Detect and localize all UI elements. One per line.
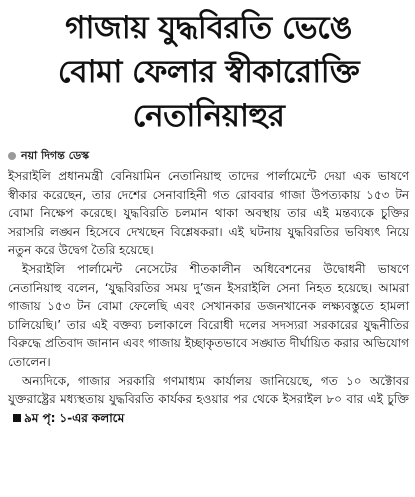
paragraph-2: ইসরাইলি পার্লামেন্ট নেসেটের শীতকালীন অধিবেশনের উদ্বোধনী ভাষণে নেতানিয়াহু বলেন, ‘যুদ্ধবিরতির সময় দু’জন ইসরাইলি সেনা নিহত হয়েছে। আমরা গাজায় ১৫৩ টন বোমা ফেলেছি এবং সেখানকার ডজনখানেক লক্ষ্যবস্তুতে হামলা চালিয়েছি।’ তার এই বক্তব্য চলাকালে বিরোধী দলের সদস্যরা সরকারের যুদ্ধনীতির বিরুদ্ধে প্রতিবাদ জানান এবং গাজায় ইচ্ছাকৃতভাবে সঙ্ঘাত দীর্ঘায়িত করার অভিযোগ তোলেন। — [8, 261, 409, 369]
headline-line-3: নেতানিয়াহুর — [132, 98, 285, 134]
headline-line-2: বোমা ফেলার স্বীকারোক্তি — [57, 54, 360, 90]
article-body — [8, 167, 409, 427]
paragraph-3 — [8, 372, 409, 428]
headline — [8, 6, 409, 138]
paragraph-1: ইসরাইলি প্রধানমন্ত্রী বেনিয়ামিন নেতানিয়াহু তাদের পার্লামেন্টে দেয়া এক ভাষণে স্বীকার করেছেন, তার দেশের সেনাবাহিনী গত রোববার গাজা উপত্যকায় ১৫৩ টন বোমা নিক্ষেপ করেছে। যুদ্ধবিরতি চলমান থাকা অবস্থায় তার এই মন্তব্যকে চুক্তির সরাসরি লঙ্ঘন হিসেবে দেখছেন বিশ্লেষকরা। এই ঘটনায় যুদ্ধবিরতির ভবিষ্যৎ নিয়ে নতুন করে উদ্বেগ তৈরি হয়েছে। — [8, 169, 409, 258]
bullet-dot-icon — [8, 152, 16, 160]
paragraph-3-text: অন্যদিকে, গাজার সরকারি গণমাধ্যম কার্যালয় জানিয়েছে, গত ১০ অক্টোবর যুক্তরাষ্ট্রের মধ্যস্থতায় যুদ্ধবিরতি কার্যকর হওয়ার পর থেকে ইসরাইল ৮০ বার এই চুক্তি — [8, 373, 409, 407]
byline — [8, 148, 409, 164]
continuation-text[interactable]: ৯ম পৃ: ১-এর কলামে — [24, 410, 125, 425]
byline-text: নয়া দিগন্ত ডেস্ক — [21, 148, 90, 162]
square-bullet-icon — [13, 414, 21, 422]
continuation-jump[interactable] — [8, 411, 124, 425]
headline-line-1: গাজায় যুদ্ধবিরতি ভেঙে — [65, 10, 352, 46]
